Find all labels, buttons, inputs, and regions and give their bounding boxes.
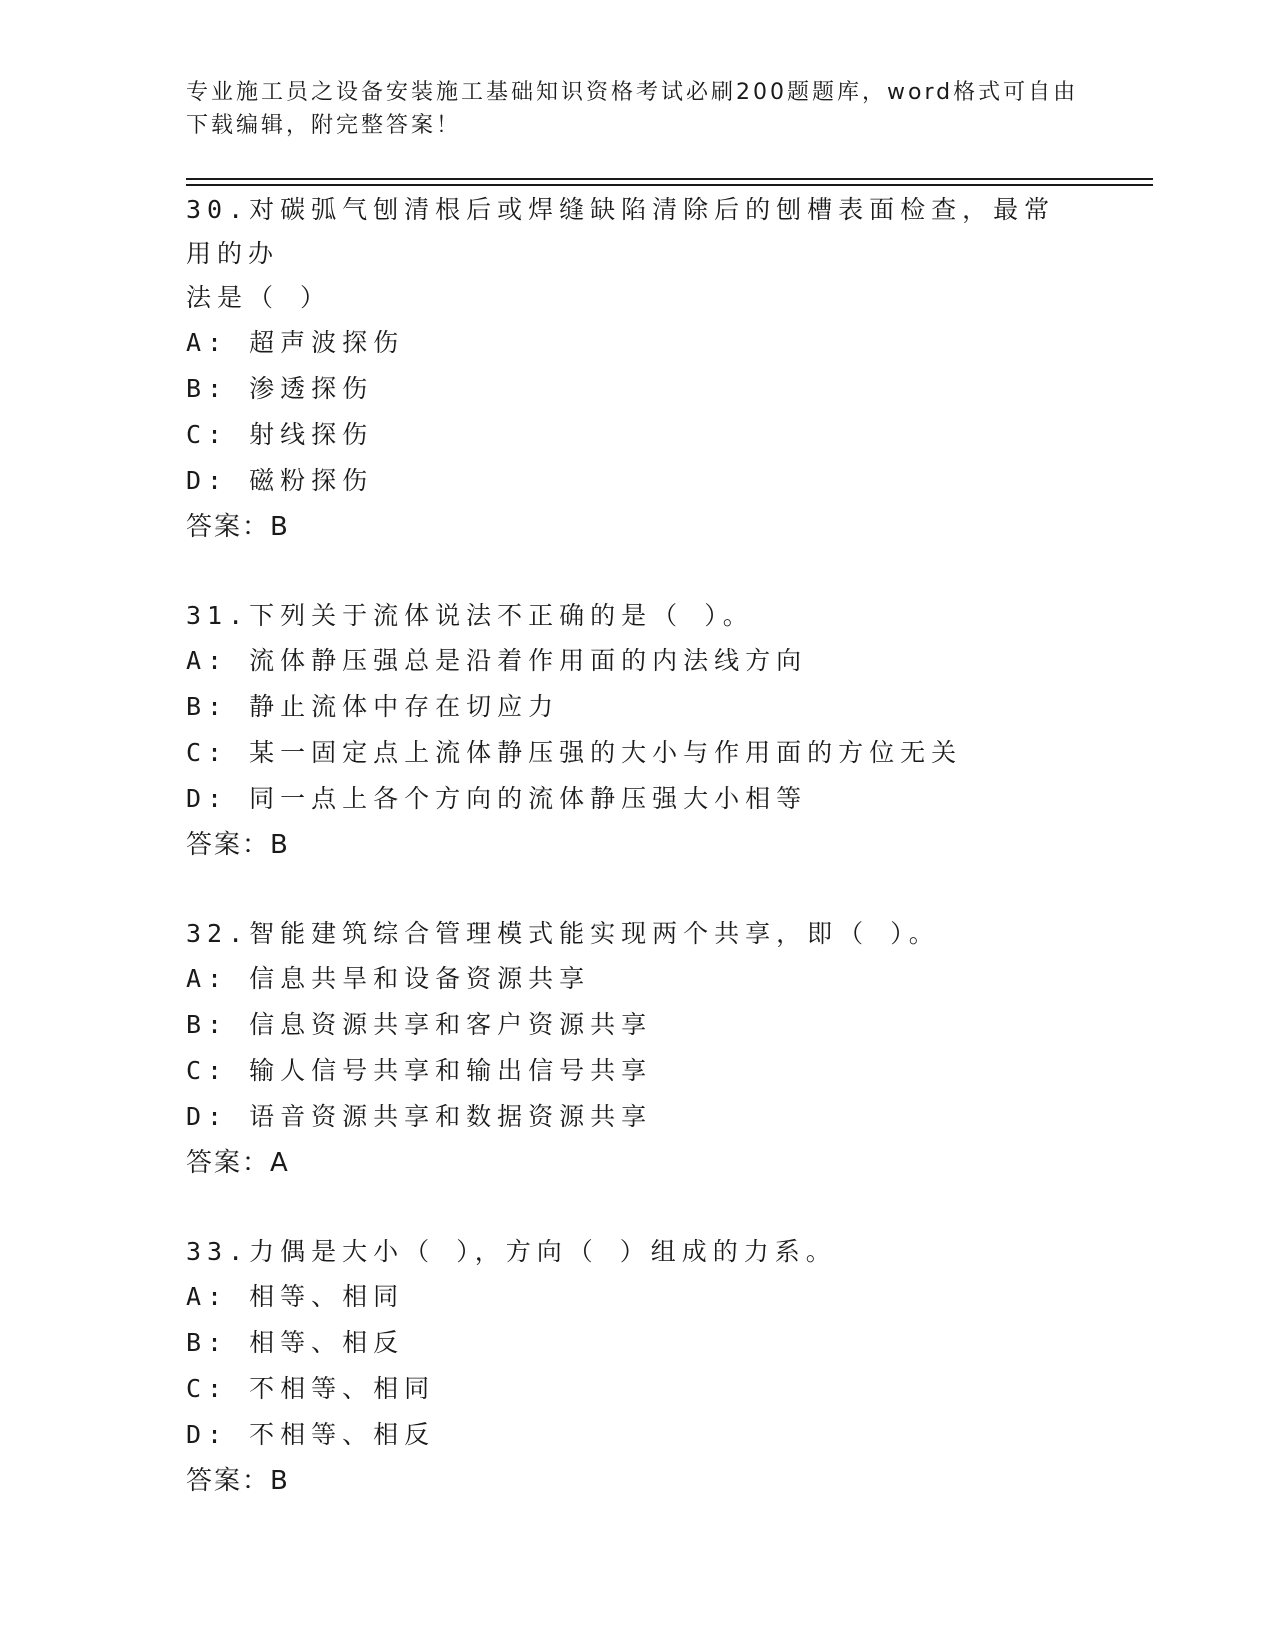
option-c: C: 某一固定点上流体静压强的大小与作用面的方位无关 bbox=[186, 738, 963, 767]
question-31 bbox=[186, 594, 1086, 868]
option-c: C: 输人信号共享和输出信号共享 bbox=[186, 1056, 653, 1085]
option-a: A: 流体静压强总是沿着作用面的内法线方向 bbox=[186, 646, 808, 675]
answer-line: 答案：B bbox=[186, 1466, 290, 1496]
header-line-2: 下载编辑，附完整答案！ bbox=[186, 113, 462, 138]
option-c: C: 不相等、相同 bbox=[186, 1374, 436, 1403]
question-30 bbox=[186, 188, 1086, 550]
question-stem: 31.下列关于流体说法不正确的是（ ）。 bbox=[186, 601, 754, 630]
option-a: A: 相等、相同 bbox=[186, 1282, 405, 1311]
option-b: B: 静止流体中存在切应力 bbox=[186, 692, 560, 721]
option-d: D: 语音资源共享和数据资源共享 bbox=[186, 1102, 653, 1131]
option-b: B: 渗透探伤 bbox=[186, 374, 374, 403]
question-33 bbox=[186, 1230, 1086, 1504]
question-stem: 33.力偶是大小（ ），方向（ ）组成的力系。 bbox=[186, 1237, 837, 1266]
question-stem: 30.对碳弧气刨清根后或焊缝缺陷清除后的刨槽表面检查，最常用的办 bbox=[186, 195, 1056, 268]
answer-line: 答案：B bbox=[186, 512, 290, 542]
question-stem-continued: 法是（ ） bbox=[186, 283, 332, 312]
header-divider-bottom bbox=[186, 184, 1153, 186]
option-d: D: 同一点上各个方向的流体静压强大小相等 bbox=[186, 784, 808, 813]
question-32 bbox=[186, 912, 1086, 1186]
option-c: C: 射线探伤 bbox=[186, 420, 374, 449]
answer-line: 答案：B bbox=[186, 830, 290, 860]
option-d: D: 不相等、相反 bbox=[186, 1420, 436, 1449]
header-line-1: 专业施工员之设备安装施工基础知识资格考试必刷200题题库，word格式可自由 bbox=[186, 80, 1079, 105]
option-a: A: 超声波探伤 bbox=[186, 328, 405, 357]
question-stem: 32.智能建筑综合管理模式能实现两个共享，即（ ）。 bbox=[186, 919, 940, 948]
option-b: B: 相等、相反 bbox=[186, 1328, 405, 1357]
document-header bbox=[186, 76, 1086, 142]
question-list bbox=[186, 188, 1086, 1548]
option-a: A: 信息共旱和设备资源共享 bbox=[186, 964, 591, 993]
option-b: B: 信息资源共享和客户资源共享 bbox=[186, 1010, 653, 1039]
header-divider-top bbox=[186, 178, 1153, 180]
option-d: D: 磁粉探伤 bbox=[186, 466, 374, 495]
answer-line: 答案：A bbox=[186, 1148, 290, 1178]
